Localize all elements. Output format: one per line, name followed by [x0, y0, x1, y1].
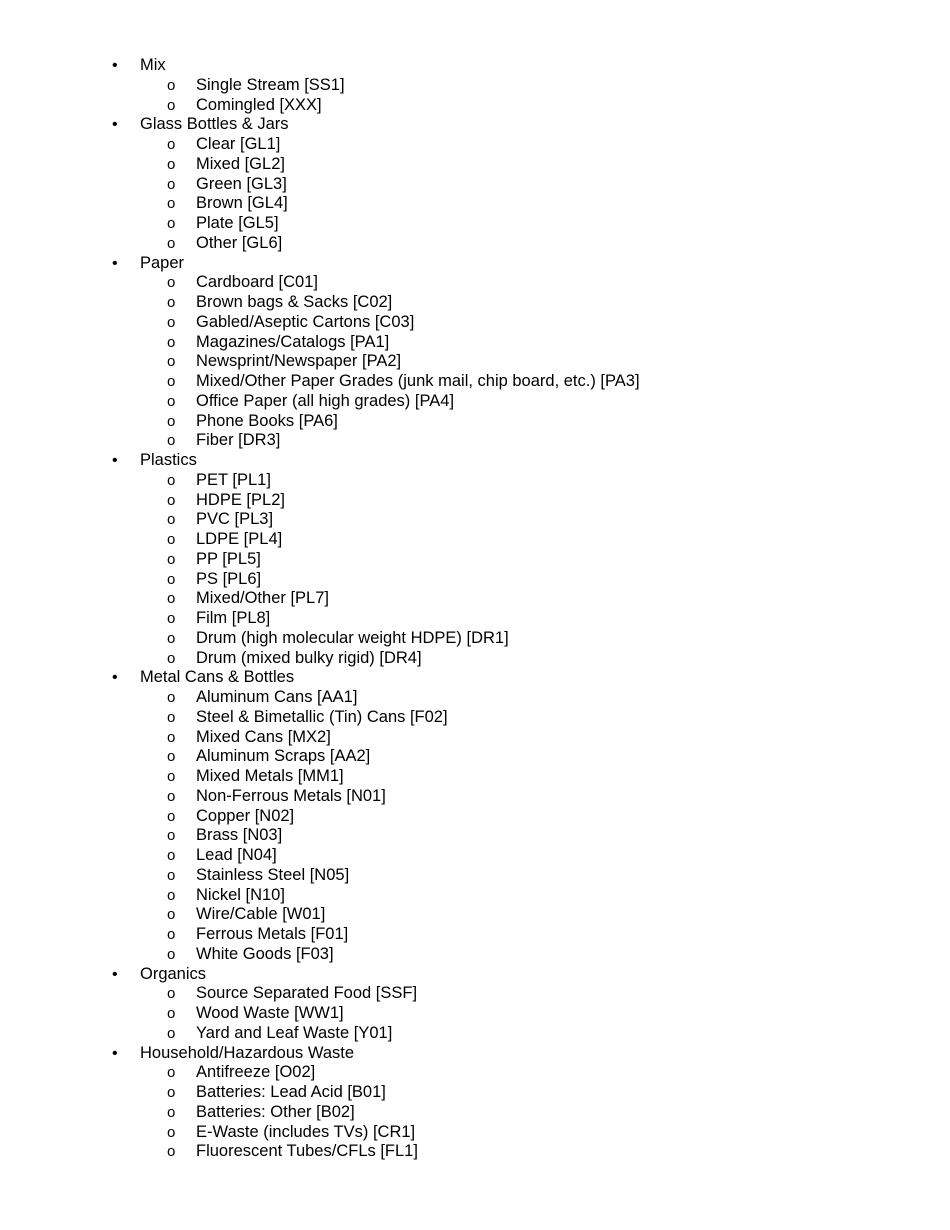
hollow-bullet-icon: o	[167, 985, 176, 1003]
subcategory-item	[0, 471, 950, 491]
category-label: Metal Cans & Bottles	[140, 668, 295, 687]
subcategory-label: Yard and Leaf Waste [Y01]	[196, 1023, 393, 1042]
subcategory-label: Copper [N02]	[196, 806, 295, 825]
subcategory-item	[0, 333, 950, 353]
subcategory-list	[0, 471, 950, 669]
subcategory-label: Stainless Steel [N05]	[196, 865, 350, 884]
subcategory-list	[0, 1063, 950, 1162]
hollow-bullet-icon: o	[167, 1064, 176, 1082]
subcategory-label: Mixed [GL2]	[196, 154, 285, 173]
subcategory-item	[0, 372, 950, 392]
subcategory-label: Batteries: Other [B02]	[196, 1102, 355, 1121]
subcategory-item	[0, 1103, 950, 1123]
hollow-bullet-icon: o	[167, 945, 176, 963]
subcategory-label: Brown bags & Sacks [C02]	[196, 293, 393, 311]
hollow-bullet-icon: o	[167, 629, 176, 647]
subcategory-label: Gabled/Aseptic Cartons [C03]	[196, 312, 415, 331]
hollow-bullet-icon: o	[167, 76, 176, 94]
category-row	[0, 254, 950, 274]
subcategory-item	[0, 688, 950, 708]
hollow-bullet-icon: o	[167, 827, 176, 845]
subcategory-item	[0, 412, 950, 432]
filled-bullet-icon: •	[112, 116, 118, 134]
subcategory-label: Aluminum Cans [AA1]	[196, 688, 358, 706]
hollow-bullet-icon: o	[167, 274, 176, 292]
subcategory-label: Steel & Bimetallic (Tin) Cans [F02]	[196, 707, 448, 726]
subcategory-item	[0, 629, 950, 649]
hollow-bullet-icon: o	[167, 689, 176, 706]
subcategory-label: Mixed/Other [PL7]	[196, 589, 329, 608]
subcategory-label: Brown [GL4]	[196, 194, 288, 213]
hollow-bullet-icon: o	[167, 491, 176, 509]
category-row	[0, 451, 950, 471]
category-item	[0, 451, 950, 668]
hollow-bullet-icon: o	[167, 1005, 176, 1022]
hollow-bullet-icon: o	[167, 1143, 176, 1161]
hollow-bullet-icon: o	[167, 392, 176, 410]
subcategory-list	[0, 688, 950, 965]
subcategory-label: Green [GL3]	[196, 174, 287, 193]
category-item	[0, 668, 950, 964]
subcategory-label: E-Waste (includes TVs) [CR1]	[196, 1122, 416, 1141]
hollow-bullet-icon: o	[167, 155, 176, 173]
hollow-bullet-icon: o	[167, 96, 176, 114]
subcategory-item	[0, 510, 950, 530]
subcategory-label: Brass [N03]	[196, 826, 283, 845]
subcategory-item	[0, 96, 950, 116]
hollow-bullet-icon: o	[167, 215, 176, 232]
hollow-bullet-icon: o	[167, 886, 176, 904]
subcategory-label: Single Stream [SS1]	[196, 75, 345, 94]
subcategory-item	[0, 392, 950, 412]
subcategory-label: Newsprint/Newspaper [PA2]	[196, 352, 402, 371]
hollow-bullet-icon: o	[167, 570, 176, 588]
subcategory-item	[0, 431, 950, 451]
hollow-bullet-icon: o	[167, 1103, 176, 1121]
subcategory-item	[0, 826, 950, 846]
subcategory-label: Wire/Cable [W01]	[196, 905, 326, 924]
subcategory-label: Office Paper (all high grades) [PA4]	[196, 391, 455, 410]
subcategory-item	[0, 609, 950, 629]
subcategory-label: Nickel [N10]	[196, 885, 285, 904]
filled-bullet-icon: •	[112, 254, 118, 272]
category-item	[0, 56, 950, 115]
hollow-bullet-icon: o	[167, 847, 176, 864]
hollow-bullet-icon: o	[167, 531, 176, 548]
subcategory-item	[0, 155, 950, 175]
subcategory-item	[0, 787, 950, 807]
category-row	[0, 56, 950, 76]
hollow-bullet-icon: o	[167, 412, 176, 430]
subcategory-item	[0, 846, 950, 866]
hollow-bullet-icon: o	[167, 906, 176, 924]
subcategory-item	[0, 1142, 950, 1162]
hollow-bullet-icon: o	[167, 373, 176, 390]
hollow-bullet-icon: o	[167, 471, 176, 489]
hollow-bullet-icon: o	[167, 353, 176, 371]
category-label: Mix	[140, 56, 166, 74]
hollow-bullet-icon: o	[167, 748, 176, 766]
category-label: Plastics	[140, 451, 197, 469]
subcategory-label: Source Separated Food [SSF]	[196, 984, 418, 1003]
hollow-bullet-icon: o	[167, 649, 176, 667]
filled-bullet-icon: •	[112, 965, 118, 983]
subcategory-item	[0, 866, 950, 886]
subcategory-label: Drum (high molecular weight HDPE) [DR1]	[196, 628, 509, 647]
category-label: Glass Bottles & Jars	[140, 115, 289, 134]
subcategory-item	[0, 708, 950, 728]
filled-bullet-icon: •	[112, 669, 118, 687]
subcategory-label: PP [PL5]	[196, 549, 261, 568]
category-item	[0, 1044, 950, 1163]
subcategory-item	[0, 1024, 950, 1044]
filled-bullet-icon: •	[112, 1044, 118, 1062]
hollow-bullet-icon: o	[167, 195, 176, 213]
hollow-bullet-icon: o	[167, 590, 176, 608]
category-row	[0, 965, 950, 985]
subcategory-item	[0, 175, 950, 195]
subcategory-label: Batteries: Lead Acid [B01]	[196, 1083, 386, 1101]
subcategory-item	[0, 1123, 950, 1143]
hollow-bullet-icon: o	[167, 1123, 176, 1141]
subcategory-label: PS [PL6]	[196, 569, 262, 588]
subcategory-item	[0, 886, 950, 906]
subcategory-list	[0, 273, 950, 451]
subcategory-item	[0, 273, 950, 293]
subcategory-label: Clear [GL1]	[196, 135, 281, 153]
category-row	[0, 668, 950, 688]
subcategory-label: LDPE [PL4]	[196, 530, 283, 548]
subcategory-label: Other [GL6]	[196, 233, 283, 252]
hollow-bullet-icon: o	[167, 1024, 176, 1042]
subcategory-item	[0, 214, 950, 234]
hollow-bullet-icon: o	[167, 511, 176, 529]
subcategory-label: Cardboard [C01]	[196, 273, 318, 292]
category-item	[0, 965, 950, 1044]
subcategory-item	[0, 925, 950, 945]
subcategory-label: PET [PL1]	[196, 470, 271, 489]
subcategory-item	[0, 293, 950, 313]
subcategory-label: Antifreeze [O02]	[196, 1063, 316, 1082]
subcategory-label: HDPE [PL2]	[196, 490, 285, 509]
subcategory-label: Aluminum Scraps [AA2]	[196, 747, 371, 766]
hollow-bullet-icon: o	[167, 294, 176, 311]
hollow-bullet-icon: o	[167, 136, 176, 153]
subcategory-item	[0, 649, 950, 669]
hollow-bullet-icon: o	[167, 866, 176, 884]
category-row	[0, 1044, 950, 1064]
hollow-bullet-icon: o	[167, 432, 176, 450]
subcategory-item	[0, 589, 950, 609]
subcategory-item	[0, 570, 950, 590]
subcategory-label: Wood Waste [WW1]	[196, 1004, 344, 1022]
hollow-bullet-icon: o	[167, 926, 176, 943]
category-label: Paper	[140, 253, 185, 272]
category-label: Household/Hazardous Waste	[140, 1043, 355, 1062]
hollow-bullet-icon: o	[167, 768, 176, 785]
subcategory-item	[0, 1063, 950, 1083]
category-item	[0, 115, 950, 253]
subcategory-item	[0, 984, 950, 1004]
category-label: Organics	[140, 964, 207, 983]
subcategory-list	[0, 984, 950, 1043]
hollow-bullet-icon: o	[167, 234, 176, 252]
hollow-bullet-icon: o	[167, 787, 176, 805]
subcategory-label: PVC [PL3]	[196, 510, 274, 529]
subcategory-item	[0, 728, 950, 748]
subcategory-item	[0, 905, 950, 925]
material-category-document	[0, 56, 950, 1162]
subcategory-label: Non-Ferrous Metals [N01]	[196, 786, 386, 805]
subcategory-item	[0, 491, 950, 511]
subcategory-label: Plate [GL5]	[196, 214, 279, 232]
subcategory-label: Comingled [XXX]	[196, 95, 322, 114]
subcategory-label: Fiber [DR3]	[196, 431, 281, 450]
subcategory-label: Fluorescent Tubes/CFLs [FL1]	[196, 1142, 418, 1161]
hollow-bullet-icon: o	[167, 807, 176, 825]
subcategory-item	[0, 352, 950, 372]
category-list	[0, 56, 950, 1162]
category-item	[0, 254, 950, 452]
subcategory-item	[0, 1083, 950, 1103]
subcategory-item	[0, 135, 950, 155]
subcategory-label: Mixed Cans [MX2]	[196, 727, 331, 746]
subcategory-item	[0, 550, 950, 570]
filled-bullet-icon: •	[112, 57, 118, 74]
subcategory-item	[0, 807, 950, 827]
subcategory-item	[0, 76, 950, 96]
hollow-bullet-icon: o	[167, 333, 176, 351]
filled-bullet-icon: •	[112, 452, 118, 469]
hollow-bullet-icon: o	[167, 610, 176, 627]
subcategory-list	[0, 76, 950, 116]
subcategory-label: Mixed/Other Paper Grades (junk mail, chip board, etc.) [PA3]	[196, 372, 640, 390]
hollow-bullet-icon: o	[167, 550, 176, 568]
subcategory-item	[0, 767, 950, 787]
subcategory-label: Lead [N04]	[196, 846, 277, 864]
subcategory-label: Magazines/Catalogs [PA1]	[196, 332, 390, 351]
hollow-bullet-icon: o	[167, 728, 176, 746]
subcategory-label: Ferrous Metals [F01]	[196, 925, 349, 943]
subcategory-item	[0, 747, 950, 767]
subcategory-item	[0, 194, 950, 214]
subcategory-label: White Goods [F03]	[196, 944, 334, 963]
category-row	[0, 115, 950, 135]
hollow-bullet-icon: o	[167, 313, 176, 331]
subcategory-label: Phone Books [PA6]	[196, 411, 338, 430]
hollow-bullet-icon: o	[167, 175, 176, 193]
subcategory-item	[0, 530, 950, 550]
hollow-bullet-icon: o	[167, 708, 176, 726]
subcategory-item	[0, 313, 950, 333]
subcategory-list	[0, 135, 950, 254]
hollow-bullet-icon: o	[167, 1084, 176, 1101]
subcategory-label: Drum (mixed bulky rigid) [DR4]	[196, 648, 422, 667]
subcategory-item	[0, 945, 950, 965]
subcategory-item	[0, 234, 950, 254]
subcategory-label: Film [PL8]	[196, 609, 271, 627]
subcategory-label: Mixed Metals [MM1]	[196, 767, 344, 785]
subcategory-item	[0, 1004, 950, 1024]
